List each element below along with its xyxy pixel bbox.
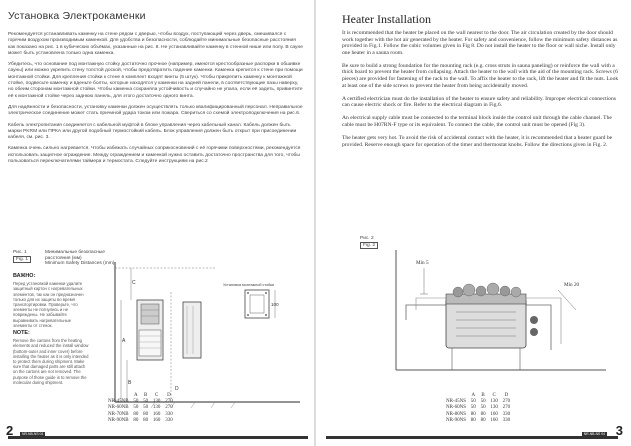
table-cell: 160 [490,411,498,417]
left-page [0,0,314,446]
fig2-label-en: Fig. 2 [360,242,378,250]
spec-table-ns [446,393,513,424]
table-cell: 330 [165,411,173,417]
dim-label-b: B [128,380,132,386]
table-cell: NR-90NS [446,417,467,423]
table-cell: NR-45NS [446,399,467,405]
fig1-caption-en: Minimum Safety Distances (mm) [45,261,115,267]
table-cell: 330 [165,417,173,423]
footer-bar [8,436,308,439]
table-cell: 50 [133,405,139,411]
warning-block [13,274,91,388]
fig1-label [13,250,31,263]
spec-table-nb [108,393,175,424]
table-cell: 330 [502,411,511,417]
table-cell: NR-70NB [108,411,129,417]
table-cell: 80 [133,417,139,423]
table-header-cell: B [143,393,148,398]
warning-text-ru: Перед установкой каменки удалите защитный картон с нагревательных элементов, так как он предназначен только для их защиты во время транспортировки. Проверьте, что элементы не погнулись и не повреждены. Не забывайте выравнивать нагревательные элементы от стенок. [13,281,84,328]
fig1-diagram [95,262,305,412]
min-5-label: Min 5 [416,260,429,266]
warning-heading-ru: ВАЖНО: [13,273,36,279]
table-cell: 50 [480,405,486,411]
footer-code: NR-NB-NS 04 [583,432,605,436]
fig1-caption-ru: Минимальные безопасные расстояния (мм) [45,250,105,261]
fig1-label-ru: Рис. 1 [13,250,27,255]
page-title: Установка Электрокаменки [8,10,146,22]
table-cell: 50 [480,399,486,405]
table-cell: 160 [152,411,161,417]
table-cell: 130 [490,405,498,411]
table-cell: 80 [143,417,149,423]
fig2-label-ru: Рис. 2 [360,236,374,241]
body-text [8,32,304,170]
table-cell: 160 [490,417,498,423]
paragraph: It is recommended that the heater be placed on the wall nearest to the door. The air circulation created by the door should work together with the hot air generated by the heater. For safety and convenience, follow the minimum safety distances as provided in Fig.1. Follow the cubic volumes given in Fig 8. Do not install the heater to the floor or wall niche. Install only one heater in a sauna room. [342,30,618,56]
paragraph: An electrical supply cable must be connected to the terminal block inside the control unit through the cable channel. The cable must be H07RN-F type or its equivalent. To connect the cable, the control unit must be opened (Fig 3). [342,115,612,129]
table-cell: 80 [133,411,139,417]
table-cell: 130 [490,399,498,405]
dim-label-100: 100 [271,302,279,307]
table-header-cell: D [167,393,171,398]
table-header-cell: A [134,393,138,398]
table-cell: NR-60NB [108,405,129,411]
warning-text-en: Remove the cartons from the heating elements and reduced the install window (bottom-outer and inner cover) before installing the heater as it is only intended to protect them during shipment. Make sure that damaged parts are still attach on the cartons are not removed. The purpose of those guide is to remove the molecular during shipment. [13,338,89,385]
body-text [342,30,622,155]
table-row [108,418,175,424]
paragraph: Рекомендуется устанавливать каменку на стене рядом с дверью, чтобы воздух, поступающий через дверь, смешивался с горячим воздухом производимым каменкой. Для удобства и безопасности, соблюдайте минимальные безопасные расстояния как показано на рис. 1 в кубических объёмах, указанные на рис. 8. Не устанавливайте каменку в стенной нише или полу. В сауне может быть установлена только одна каменка. [8,32,303,56]
page-number: 2 [6,423,14,438]
table-header-cell: C [492,393,496,398]
table-cell: 50 [470,399,476,405]
paragraph: The heater gets very hot. To avoid the risk of accidental contact with the heater, it is recommended that a heater guard be provided. Reserve enough space for operation of the timer and thermostat knobs. Follow the directions given in Fig. 2. [342,135,613,148]
rack-annotation: Установка монтажной стойки [223,283,275,287]
table-cell: 80 [480,417,486,423]
table-cell: 270 [502,399,511,405]
dim-label-a: A [122,338,126,344]
table-cell: NR-80NS [446,411,467,417]
table-header-cell: C [154,393,159,398]
paragraph: Be sure to build a strong foundation for the mounting rack (e.g. cross struts in sauna paneling) or reinforce the wall with a thick board to prevent the heater from collapsing. Attach the heater to the wall with the aid of the mounting rack. Screws (6 pieces) are provided for fastening of the rack to the wall. To affix the heater to the rack, lift the heater and fit the nuts. Look at least one of the side screws to prevent the heater from being accidentally moved. [342,62,619,89]
table-cell: 270 [165,399,173,405]
page-title: Heater Installation [342,12,431,26]
table-cell: 80 [470,417,476,423]
page-number: 3 [615,423,623,438]
table-cell: 130 [152,399,161,405]
paragraph: Кабель электропитания соединяется с кабельной муфтой в блоке управления через кабельный канал. Кабель должен быть марки PKRM или ПРКА или другой подобный термостойкий кабель. Блок управления должен быть открыт при присоединении кабеля, см. рис. 3. [8,122,297,141]
table-cell: 160 [152,417,161,423]
dim-label-c: C [132,280,136,286]
paragraph: Убедитесь, что основание под монтажную стойку достаточно прочное (например, имеются крестообразные распорки в обшивке сауны) или можно укрепить стену толстой доской, чтобы предотвратить падение каменки. Каменка крепится к стене при помощи монтажной стойки. Для крепления стойки к стене в комплект входят винты (5 штук). Чтобы прикрепить каменку к монтажной стойке, подвесьте каменку и вденьте болты, которые находятся у каменки на задней панели, в соответствующие пазы наверху, но обеим сторонам монтажной стойки. Чтобы каменка сохраняла устойчивость и случайно не упала, если её задеть, привинтите её к монтажной стойке через заднюю панель, для этого достаточно одного винта. [8,62,303,99]
table-cell: 50 [143,399,149,405]
table-header-cell: A [471,393,476,398]
table-cell: 80 [470,411,476,417]
fig2-label [360,236,378,249]
table-cell: 130 [152,405,161,411]
table-cell: NR-45NB [108,399,129,405]
table-cell: 80 [143,411,149,417]
table-cell: 270 [502,405,511,411]
table-cell: 330 [502,417,511,423]
footer-bar [326,436,618,439]
fig1-label-en: Fig. 1 [13,256,31,264]
table-cell: 270 [165,405,173,411]
table-row [446,418,513,424]
paragraph: Для надёжности и безопасности, установку каменки должен осуществлять только квалифицированный персонал. Неправильное электрическое соединение может стать причиной удара током или пожара. Свериться со схемой электроподключения на рис.6. [8,104,303,117]
table-header-cell: D [504,393,509,398]
table-cell: NR-60NS [446,405,467,411]
table-cell: 50 [470,405,476,411]
table-cell: 50 [133,399,139,405]
table-cell: NR-90NB [108,417,129,423]
paragraph: A certified electrician must do the installation of the heater to ensure safety and reliability. Improper electrical connections can cause electric shock or fire. Refer to the electrical diagram in Fig.6. [342,95,616,109]
min-20-label: Min 20 [564,282,580,288]
table-cell: 50 [143,405,149,411]
table-cell: 80 [480,411,486,417]
fig2-diagram [376,250,616,390]
warning-heading-en: NOTE: [13,330,30,337]
footer-code: NR-NB-NS 04 [22,432,44,436]
dim-label-d: D [175,386,179,392]
table-header-cell: B [481,393,485,398]
right-page [316,0,631,446]
paragraph: Каменка очень сильно нагревается. Чтобы избежать случайных соприкосновений с её горячими поверхностями, рекомендуется использовать защитное ограждение. Между ограждением и каменкой нужно оставить достаточно пространства для того, чтобы пользоваться переключателями таймера и термостата. Следуйте инструкциям на рис.2 [8,146,301,165]
